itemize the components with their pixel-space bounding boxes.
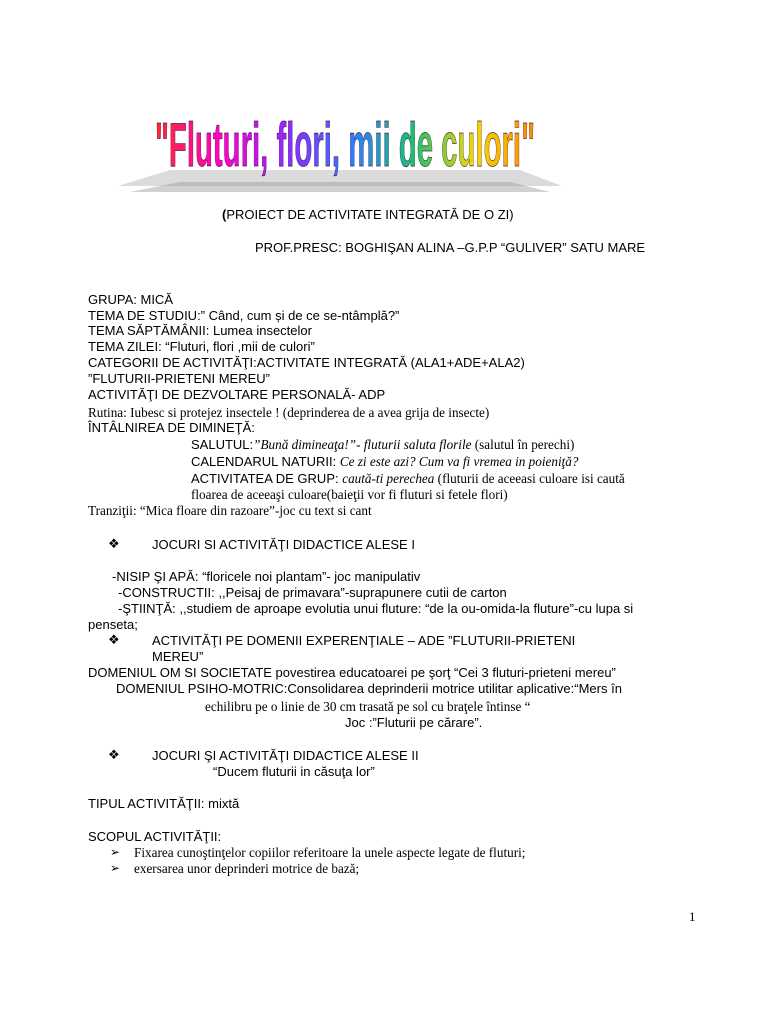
joc-text: Joc :”Fluturii pe cărare”.: [345, 715, 483, 730]
grup-line: [191, 471, 625, 487]
salutul-italic: ”Bună dimineaţa!”- fluturii saluta florile: [253, 437, 472, 452]
dpm-line: [116, 681, 622, 697]
activitati-dezvoltare-line: ACTIVITĂŢI DE DEZVOLTARE PERSONALĂ- ADP: [88, 387, 386, 402]
salutul-line: [191, 437, 574, 453]
ade-heading: ACTIVITĂŢI PE DOMENII EXPERENŢIALE – ADE ”FLUTURII-PRIETENI: [152, 633, 576, 648]
jocuri1-heading: JOCURI SI ACTIVITĂŢI DIDACTICE ALESE I: [152, 537, 415, 552]
categorii-line: CATEGORII DE ACTIVITĂŢI:ACTIVITATE INTEGRATĂ (ALA1+ADE+ALA2): [88, 355, 525, 370]
diamond-bullet-icon: ❖: [108, 632, 120, 647]
rutina-line: Rutina: Iubesc si protejez insectele ! (deprinderea de a avea grija de insecte): [88, 405, 490, 420]
grup-italic: caută-ti perechea: [342, 471, 435, 486]
intalnirea-line: ÎNTÂLNIREA DE DIMINEŢĂ:: [88, 420, 255, 435]
grup-line-2: floarea de aceeaşi culoare(baieţii vor fi fluturi si fetele flori): [191, 487, 508, 502]
tranzitii-line: Tranziţii: “Mica floare din razoare”-joc cu text si cant: [88, 503, 372, 518]
wordart-title-graphic: [110, 104, 580, 200]
tipul-line: TIPUL ACTIVITĂŢII: mixtă: [88, 796, 240, 811]
ade-heading-2: MEREU”: [152, 649, 204, 664]
tema-saptamanii-line: TEMA SĂPTĂMÂNII: Lumea insectelor: [88, 323, 312, 338]
dos-line: [88, 665, 616, 681]
dpm-text: DOMENIUL PSIHO-MOTRIC:Consolidarea deprinderii motrice utilitar aplicative:“Mers în: [116, 681, 622, 696]
stiinta-line: [118, 601, 633, 617]
jocuri2-heading: JOCURI ŞI ACTIVITĂŢI DIDACTICE ALESE II: [152, 748, 419, 763]
dpm-line-2: echilibru pe o linie de 30 cm trasată pe sol cu braţele întinse “: [205, 699, 531, 714]
calendar-label: CALENDARUL NATURII:: [191, 454, 340, 469]
dos-text: DOMENIUL OM SI SOCIETATE povestirea educatoarei pe şorţ “Cei 3 fluturi-prieteni mereu”: [88, 665, 616, 680]
joc-line: [345, 715, 482, 731]
grup-label: ACTIVITATEA DE GRUP:: [191, 471, 343, 486]
scopul-line: SCOPUL ACTIVITĂŢII:: [88, 829, 222, 844]
salutul-rest: (salutul în perechi): [471, 437, 575, 452]
nisip-text: -NISIP ŞI APĂ: “floricele noi plantam”- joc manipulativ: [112, 569, 421, 584]
arrow-bullet-icon: ➢: [110, 845, 121, 859]
calendar-line: [191, 454, 579, 470]
scop-item-2: exersarea unor deprinderi motrice de bază;: [134, 861, 360, 876]
ducem-line: “Ducem fluturii in căsuţa lor”: [213, 764, 375, 779]
diamond-bullet-icon: ❖: [108, 747, 120, 762]
stiinta-line-2: penseta;: [88, 617, 138, 632]
grupa-line: GRUPA: MICĂ: [88, 292, 173, 307]
scop-item-1: Fixarea cunoştinţelor copiilor referitoare la unele aspecte legate de fluturi;: [134, 845, 526, 860]
calendar-italic: Ce zi este azi? Cum va fi vremea in poieniţă?: [339, 454, 579, 469]
tema-studiu-line: TEMA DE STUDIU:” Când, cum și de ce se-ntâmplă?”: [88, 308, 400, 323]
stiinta-text: -ŞTIINŢĂ: ,,studiem de aproape evolutia unui fluture: “de la ou-omida-la fluture”-cu lupa si: [118, 601, 634, 616]
author-line: PROF.PRESC: BOGHIŞAN ALINA –G.P.P “GULIVER” SATU MARE: [255, 240, 646, 255]
nisip-line: [112, 569, 420, 585]
subtitle-paren: (: [222, 207, 227, 222]
wordart-title: [110, 104, 580, 200]
diamond-bullet-icon: ❖: [108, 536, 120, 551]
arrow-bullet-icon: ➢: [110, 861, 121, 875]
page-number: 1: [689, 909, 696, 924]
constructii-text: -CONSTRUCTII: ,,Peisaj de primavara”-suprapunere cutii de carton: [118, 585, 507, 600]
grup-rest: (fluturii de aceeasi culoare isi caută: [434, 471, 625, 486]
tema-zilei-line: TEMA ZILEI: “Fluturi, flori ,mii de culori”: [88, 339, 315, 354]
title-text: "Fluturi, flori, mii de culori": [155, 110, 535, 180]
subtitle: [222, 207, 514, 223]
constructii-line: [118, 585, 507, 601]
subtitle-text: PROIECT DE ACTIVITATE INTEGRATĂ DE O ZI): [226, 207, 514, 222]
fluturii-prieteni-line: ”FLUTURII-PRIETENI MEREU”: [88, 371, 270, 386]
salutul-label: SALUTUL:: [191, 437, 254, 452]
